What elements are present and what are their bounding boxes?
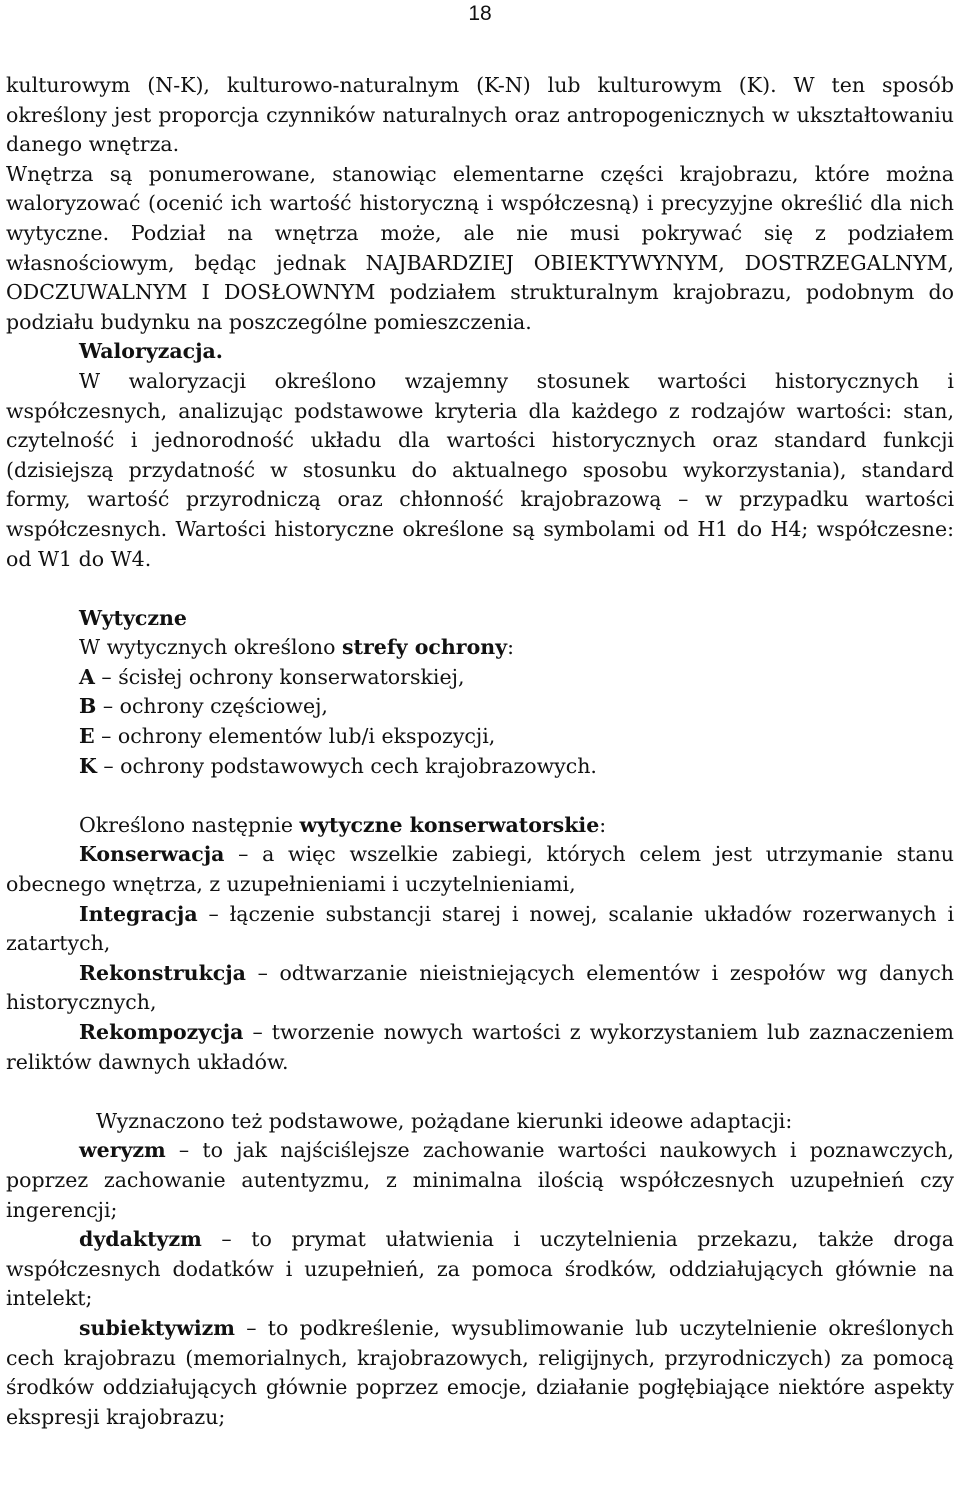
document-body bbox=[6, 71, 954, 1432]
conservation-text: – łączenie substancji starej i nowej, scalanie układów rozerwanych i zatartych, bbox=[6, 901, 954, 956]
valorization-paragraph: W waloryzacji określono wzajemny stosunek wartości historycznych i współczesnych, analizując podstawowe kryteria dla każdego z rodzajów wartości: stan, czytelność i jednorodność układu dla wartości historycznych oraz standard funkcji (dzisiejszą przydatność w stosunku do aktualnego sposobu wykorzystania), standard formy, wartość przyrodniczą oraz chłonność krajobrazową – w przypadku wartości współczesnych. Wartości historyczne określone są symbolami od H1 do H4; współczesne: od W1 do W4. bbox=[6, 368, 954, 571]
conservation-intro bbox=[6, 811, 954, 841]
adaptation-text: – to prymat ułatwienia i uczytelnienia przekazu, także droga współczesnych dodatków i uzupełnień, za pomoca środków, oddziałujących głównie na intelekt; bbox=[6, 1227, 954, 1311]
adaptation-intro: Wyznaczono też podstawowe, pożądane kierunki ideowe adaptacji: bbox=[96, 1108, 793, 1133]
zone-item bbox=[6, 663, 954, 693]
adaptation-term: subiektywizm bbox=[79, 1315, 235, 1340]
adaptation-text: – to podkreślenie, wysublimowanie lub uczytelnienie określonych cech krajobrazu (memorialnych, krajobrazowych, religijnych, przyrodniczych) za pomocą środków oddziałujących głównie poprzez emocje, działanie pogłębiające niektóre aspekty ekspresji krajobrazu; bbox=[6, 1315, 954, 1429]
zone-text: – ochrony elementów lub/i ekspozycji, bbox=[94, 724, 496, 749]
zone-letter: K bbox=[79, 753, 97, 778]
guidelines-intro-bold: strefy ochrony bbox=[341, 635, 508, 660]
conservation-item bbox=[6, 840, 954, 899]
conservation-term: Rekompozycja bbox=[79, 1020, 244, 1044]
adaptation-text: – to jak najściślejsze zachowanie wartości naukowych i poznawczych, poprzez zachowanie autentyzmu, z minimalna ilością współczesnych uzupełnień czy ingerencji; bbox=[6, 1138, 954, 1222]
conservation-intro-bold: wytyczne konserwatorskie bbox=[299, 812, 600, 837]
zone-letter: A bbox=[79, 664, 95, 689]
guidelines-heading: Wytyczne bbox=[79, 605, 187, 630]
conservation-intro-prefix: Określono następnie bbox=[79, 812, 300, 837]
conservation-term: Konserwacja bbox=[79, 842, 225, 867]
zone-letter: B bbox=[79, 694, 97, 719]
conservation-text: – odtwarzanie nieistniejących elementów i zespołów wg danych historycznych, bbox=[6, 960, 954, 1015]
zone-item bbox=[6, 692, 954, 722]
adaptation-item bbox=[6, 1314, 954, 1432]
zone-text: – ochrony częściowej, bbox=[96, 694, 328, 719]
conservation-item bbox=[6, 959, 954, 1018]
conservation-term: Rekonstrukcja bbox=[79, 960, 246, 985]
spacer bbox=[6, 1077, 954, 1107]
zone-item bbox=[6, 722, 954, 752]
conservation-text: – a więc wszelkie zabiegi, których celem jest utrzymanie stanu obecnego wnętrza, z uzupełnieniami i uczytelnieniami, bbox=[6, 842, 954, 897]
paragraph-interiors: Wnętrza są ponumerowane, stanowiąc elementarne części krajobrazu, które można waloryzować (ocenić ich wartość historyczną i współczesną) i precyzyjne określić dla nich wytyczne. Podział na wnętrza może, ale nie musi pokrywać się z podziałem własnościowym, będąc jednak NAJBARDZIEJ OBIEKTYWYNYM, DOSTRZEGALNYM, ODCZUWALNYM I DOSŁOWNYM podziałem strukturalnym krajobrazu, podobnym do podziału budynku na poszczególne pomieszczenia. bbox=[6, 161, 954, 334]
conservation-text: – tworzenie nowych wartości z wykorzystaniem lub zaznaczeniem reliktów dawnych układów. bbox=[6, 1020, 954, 1074]
zone-item bbox=[6, 752, 954, 782]
zone-letter: E bbox=[79, 724, 95, 749]
adaptation-term: dydaktyzm bbox=[79, 1227, 202, 1252]
spacer bbox=[6, 574, 954, 604]
conservation-intro-suffix: : bbox=[599, 812, 607, 837]
zone-text: – ścisłej ochrony konserwatorskiej, bbox=[94, 664, 465, 689]
guidelines-intro-suffix: : bbox=[507, 635, 514, 660]
adaptation-term: weryzm bbox=[79, 1138, 166, 1163]
guidelines-intro bbox=[6, 633, 954, 663]
conservation-item bbox=[6, 900, 954, 959]
adaptation-item bbox=[6, 1225, 954, 1314]
zone-text: – ochrony podstawowych cech krajobrazowych. bbox=[96, 753, 597, 778]
guidelines-intro-prefix: W wytycznych określono bbox=[79, 635, 342, 660]
spacer bbox=[6, 781, 954, 811]
paragraph-natural-proportion: kulturowym (N-K), kulturowo-naturalnym (K-N) lub kulturowym (K). W ten sposób określony jest proporcja czynników naturalnych oraz antropogenicznych w ukształtowaniu danego wnętrza. bbox=[6, 73, 954, 157]
adaptation-item bbox=[6, 1136, 954, 1225]
page-number: 18 bbox=[468, 2, 492, 25]
conservation-item bbox=[6, 1018, 954, 1077]
valorization-heading: Waloryzacja. bbox=[79, 339, 223, 364]
conservation-term: Integracja bbox=[79, 901, 198, 926]
